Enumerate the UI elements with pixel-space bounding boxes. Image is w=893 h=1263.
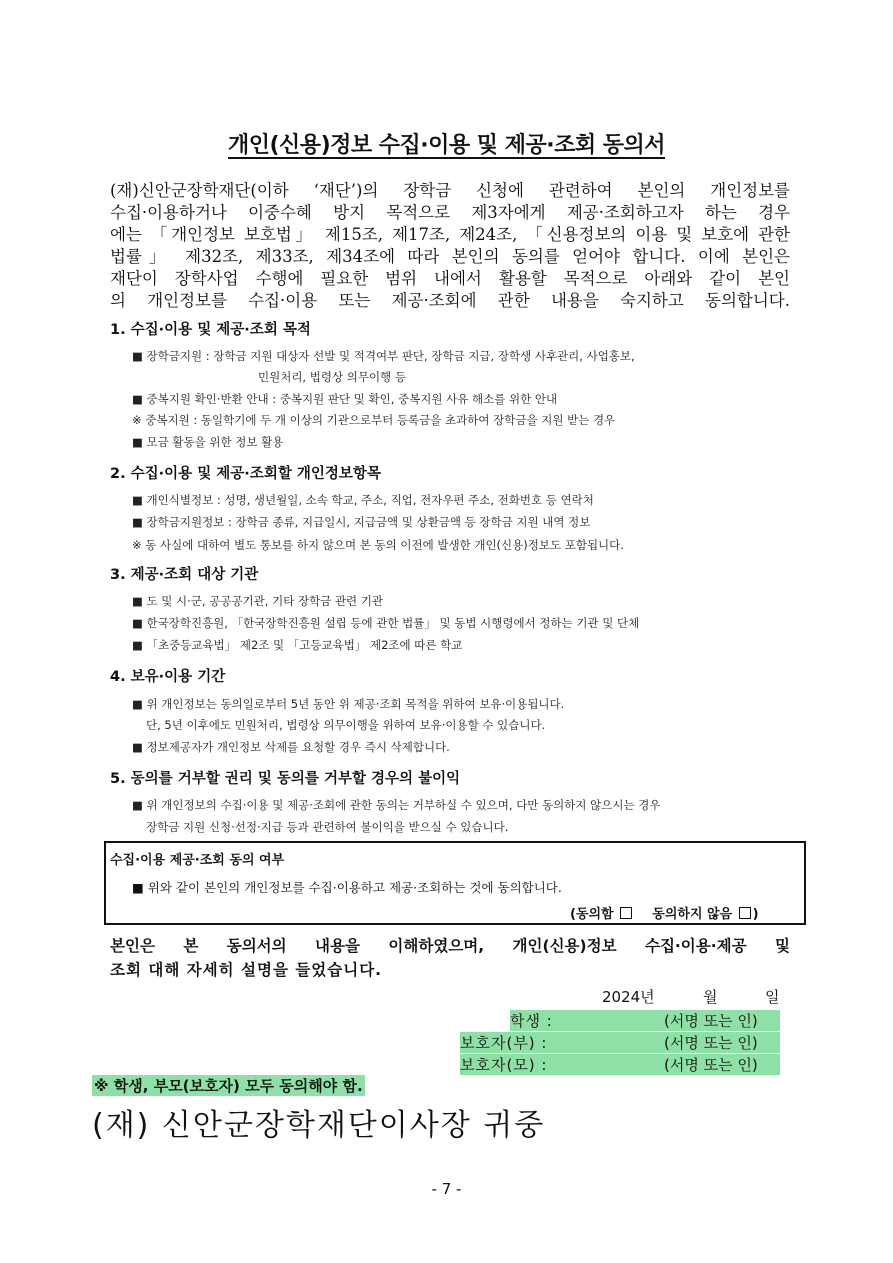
signature-label: 보호자(부) : xyxy=(460,1032,780,1053)
intro-line: 수집·이용하거나 이중수혜 방지 목적으로 제3자에게 제공·조회하고자 하는 경우 xyxy=(110,203,790,222)
intro-line: 의 개인정보를 수집·이용 또는 제공·조회에 관한 내용을 숙지하고 동의합니다. xyxy=(110,291,790,310)
signature-field-student[interactable]: (서명 또는 인) xyxy=(664,1012,758,1030)
signature-label: 학생 : xyxy=(510,1010,780,1031)
intro-line: 법률」 제32조, 제33조, 제34조에 따라 본인의 동의를 얻어야 합니다. 이에 본인은 xyxy=(110,247,790,266)
document-title: 개인(신용)정보 수집·이용 및 제공·조회 동의서 xyxy=(228,133,665,158)
confirmation-line: 본인은 본 동의서의 내용을 이해하였으며, 개인(신용)정보 수집·이용·제공 및 xyxy=(110,937,790,955)
section-heading: 3. 제공·조회 대상 기관 xyxy=(110,567,259,583)
section-item: ■ 장학금지원정보 : 장학금 종류, 지급일시, 지급금액 및 상환금액 등 장학금 지원 내역 정보 xyxy=(132,515,591,529)
date-year: 2024년 xyxy=(602,988,655,1006)
section-item-continued: 단, 5년 이후에도 민원처리, 법령상 의무이행을 위하여 보유·이용할 수 있습니다. xyxy=(146,718,546,732)
signature-label: 보호자(모) : xyxy=(460,1054,780,1075)
section-item: ■ 중복지원 확인·반환 안내 : 중복지원 판단 및 확인, 중복지원 사유 해소를 위한 안내 xyxy=(132,392,558,406)
section-item: ■ 위 개인정보는 동의일로부터 5년 동안 위 제공·조회 목적을 위하여 보유·이용됩니다. xyxy=(132,697,565,711)
disagree-label: 동의하지 않음 xyxy=(652,907,733,922)
section-item: ■ 위 개인정보의 수집·이용 및 제공·조회에 관한 동의는 거부하실 수 있으며, 다만 동의하지 않으시는 경우 xyxy=(132,798,661,812)
section-heading: 1. 수집·이용 및 제공·조회 목적 xyxy=(110,322,311,338)
consent-choices xyxy=(570,903,759,922)
date-day: 일 xyxy=(765,988,780,1006)
section-heading: 4. 보유·이용 기간 xyxy=(110,669,226,685)
disagree-checkbox[interactable] xyxy=(739,907,751,919)
section-item: ■ 개인식별정보 : 성명, 생년월일, 소속 학교, 주소, 직업, 전자우편 주소, 전화번호 등 연락처 xyxy=(132,493,594,507)
section-item: ■ 「초중등교육법」 제2조 및 「고등교육법」 제2조에 따른 학교 xyxy=(132,638,463,652)
agree-checkbox[interactable] xyxy=(620,907,632,919)
section-heading: 2. 수집·이용 및 제공·조회할 개인정보항목 xyxy=(110,466,381,482)
section-item-continued: 장학금 지원 신청·선정·지급 등과 관련하여 불이익을 받으실 수 있습니다. xyxy=(146,820,509,834)
intro-line: 에는 「개인정보 보호법」 제15조, 제17조, 제24조, 「신용정보의 이용 및 보호에 관한 xyxy=(110,225,790,244)
agree-label: (동의함 xyxy=(570,907,614,922)
section-item: ■ 정보제공자가 개인정보 삭제를 요청할 경우 즉시 삭제합니다. xyxy=(132,740,450,754)
consent-box-title: 수집·이용 제공·조회 동의 여부 xyxy=(110,853,285,868)
section-item-continued: 민원처리, 법령상 의무이행 등 xyxy=(258,370,406,384)
signature-field-father[interactable]: (서명 또는 인) xyxy=(664,1034,758,1052)
section-note: ※ 동 사실에 대하여 별도 통보를 하지 않으며 본 동의 이전에 발생한 개인(신용)정보도 포함됩니다. xyxy=(132,538,624,552)
section-item: ■ 한국장학진흥원, 「한국장학진흥원 설립 등에 관한 법률」 및 동법 시행령에서 정하는 기관 및 단체 xyxy=(132,616,640,630)
section-item: ■ 모금 활동을 위한 정보 활용 xyxy=(132,435,284,449)
intro-line: 재단이 장학사업 수행에 필요한 범위 내에서 활용할 목적으로 아래와 같이 본인 xyxy=(110,269,790,288)
recipient: (재) 신안군장학재단이사장 귀중 xyxy=(92,1108,546,1143)
section-note: ※ 중복지원 : 동일학기에 두 개 이상의 기관으로부터 등록금을 초과하여 장학금을 지원 받는 경우 xyxy=(132,413,616,427)
confirmation-line: 조회 대해 자세히 설명을 들었습니다. xyxy=(110,961,383,979)
date-month: 월 xyxy=(703,988,718,1006)
consent-statement: ■ 위와 같이 본인의 개인정보를 수집·이용하고 제공·조회하는 것에 동의합니다. xyxy=(132,880,562,895)
section-item: ■ 장학금지원 : 장학금 지원 대상자 선발 및 적격여부 판단, 장학금 지급, 장학생 사후관리, 사업홍보, xyxy=(132,349,635,363)
section-item: ■ 도 및 시·군, 공공공기관, 기타 장학금 관련 기관 xyxy=(132,594,384,608)
section-heading: 5. 동의를 거부할 권리 및 동의를 거부할 경우의 불이익 xyxy=(110,771,461,787)
footer-note: ※ 학생, 부모(보호자) 모두 동의해야 함. xyxy=(94,1077,363,1095)
close-paren: ) xyxy=(752,907,759,922)
signature-field-mother[interactable]: (서명 또는 인) xyxy=(664,1056,758,1074)
page-number: - 7 - xyxy=(431,1180,462,1198)
intro-line: (재)신안군장학재단(이하 ‘재단’)의 장학금 신청에 관련하여 본인의 개인정보를 xyxy=(110,181,790,200)
